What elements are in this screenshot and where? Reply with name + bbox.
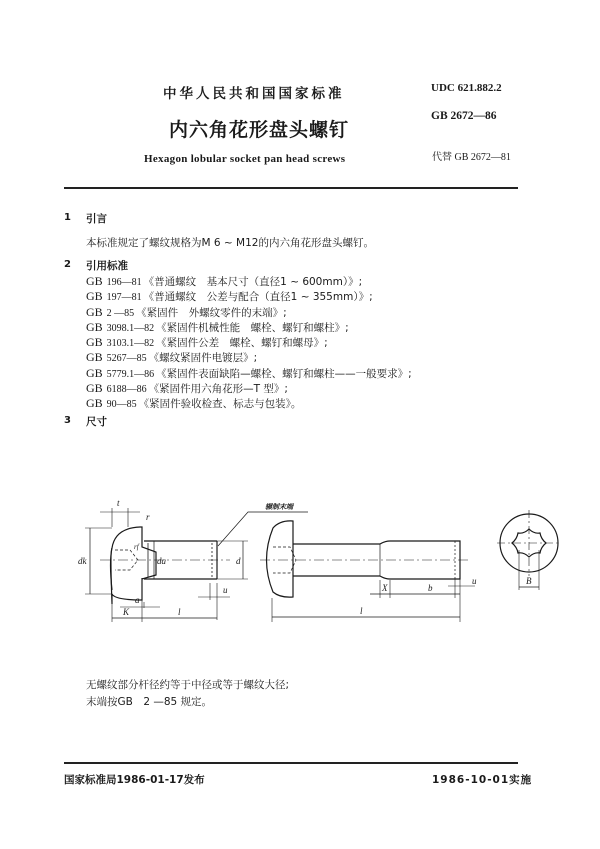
ref-code: 196—81: [106, 277, 142, 288]
label-K: K: [123, 607, 130, 617]
reference-item: [86, 366, 412, 381]
reference-item: [86, 274, 412, 289]
label-dk: dk: [78, 556, 87, 566]
note-1: 无螺纹部分杆径约等于中径或等于螺纹大径;: [86, 679, 290, 691]
label-B: B: [526, 576, 532, 586]
note-2: 末端按GB 2 —85 规定。: [86, 696, 213, 708]
screw-head-outline: [111, 527, 156, 604]
ref-title: 《紧固件表面缺陷—螺栓、螺钉和螺柱——一般要求》;: [156, 367, 412, 380]
ref-title: 《紧固件用六角花形—T 型》;: [148, 383, 288, 396]
reference-item: [86, 305, 412, 320]
ref-code: 6188—86: [106, 384, 147, 396]
header-divider: [64, 187, 518, 189]
label-u: u: [223, 585, 228, 595]
ref-code: 90—85: [106, 399, 137, 411]
section-3-title: 尺寸: [86, 416, 107, 428]
footer-divider: [64, 762, 518, 764]
label-t: t: [117, 498, 120, 508]
ref-title: 《紧固件验收检查、标志与包装》。: [138, 398, 302, 411]
reference-item: [86, 320, 412, 335]
ref-prefix: GB: [86, 319, 103, 334]
ref-prefix: GB: [86, 381, 103, 396]
label-d: d: [236, 556, 241, 566]
ref-prefix: GB: [86, 365, 103, 380]
reference-list: [86, 274, 412, 412]
ref-prefix: GB: [86, 335, 103, 350]
label-X: X: [382, 583, 388, 593]
issuing-country-standard: 中华人民共和国国家标准: [163, 86, 345, 102]
ref-code: 3098.1—82: [106, 322, 155, 334]
ref-title: 《紧固件 外螺纹零件的末端》;: [136, 306, 287, 319]
ref-prefix: GB: [86, 350, 103, 365]
udc-number: UDC 621.882.2: [431, 82, 502, 94]
ref-title: 《普通螺纹 公差与配合（直径1 ~ 355mm）》;: [143, 291, 373, 304]
ref-code: 5267—85: [106, 353, 147, 365]
screw-dimension-drawing: [60, 490, 560, 640]
label-a: a: [135, 595, 140, 605]
label-b: b: [428, 583, 433, 593]
reference-item: [86, 396, 412, 411]
callout-rolled-end: 辗制末端: [265, 503, 293, 511]
ref-title: 《普通螺纹 基本尺寸（直径1 ~ 600mm）》;: [143, 276, 363, 288]
ref-title: 《紧固件公差 螺栓、螺钉和螺母》;: [156, 337, 328, 350]
reference-item: [86, 335, 412, 350]
section-3-number: 3: [64, 415, 71, 426]
ref-code: 5779.1—86: [106, 368, 155, 380]
issued-date: 国家标准局1986-01-17发布: [64, 774, 205, 786]
label-l: l: [178, 607, 181, 617]
section-2-number: 2: [64, 259, 71, 270]
document-title-en: Hexagon lobular socket pan head screws: [144, 153, 346, 165]
reference-item: [86, 289, 412, 304]
ref-code: 3103.1—82: [106, 338, 155, 350]
label-da: da: [157, 556, 166, 566]
label-r: r: [146, 512, 150, 522]
ref-code: 2 —85: [106, 307, 135, 319]
ref-code: 197—81: [106, 292, 142, 304]
ref-title: 《紧固件机械性能 螺栓、螺钉和螺柱》;: [156, 321, 349, 334]
ref-prefix: GB: [86, 274, 103, 288]
section-1-number: 1: [64, 212, 71, 223]
ref-prefix: GB: [86, 396, 103, 411]
section-1-text: 本标准规定了螺纹规格为M 6 ~ M12的内六角花形盘头螺钉。: [86, 237, 374, 249]
reference-item: [86, 350, 412, 365]
effective-date: 1986-10-01实施: [432, 774, 533, 786]
label-rf: rf: [134, 543, 139, 551]
section-1-title: 引言: [86, 213, 107, 225]
ref-title: 《螺纹紧固件电镀层》;: [148, 352, 258, 365]
label-u-2: u: [472, 576, 477, 586]
section-2-title: 引用标准: [86, 260, 128, 272]
ref-prefix: GB: [86, 304, 103, 319]
ref-prefix: GB: [86, 289, 103, 304]
label-l-2: l: [360, 606, 363, 616]
standard-number: GB 2672—86: [431, 110, 497, 122]
replaces-standard: 代替 GB 2672—81: [432, 152, 511, 163]
document-title-cn: 内六角花形盘头螺钉: [169, 119, 350, 141]
reference-item: [86, 381, 412, 396]
